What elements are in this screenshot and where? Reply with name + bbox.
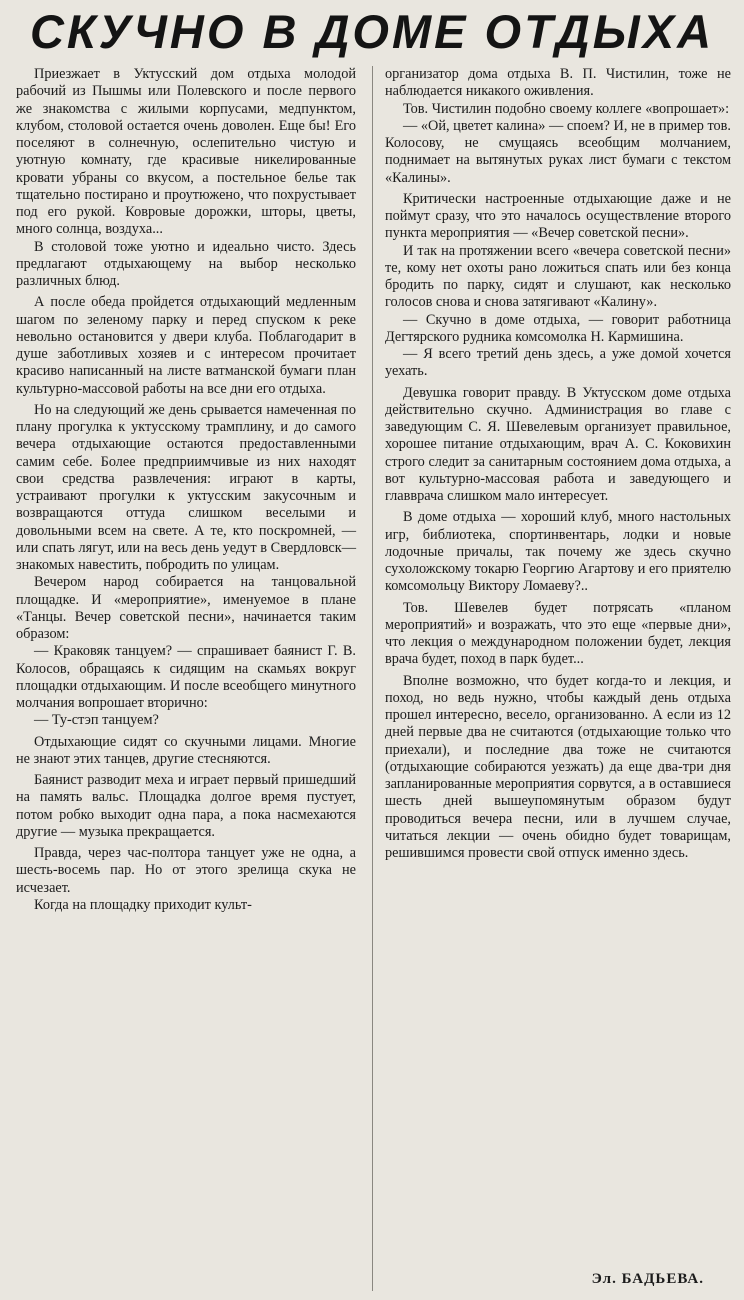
paragraph: Вечером народ собирается на танцовальной площадке. И «мероприятие», именуемое в плане «Танцы. Вечер советской песни», начинается таким образом: [16, 574, 356, 642]
paragraph: В доме отдыха — хороший клуб, много настольных игр, библиотека, спортинвентарь, лодки и новые лодочные причалы, так почему же здесь скучно сухоложскому токарю Георгию Агартову и его приятелю комсомольцу Виктору Ломаеву?.. [385, 509, 731, 595]
paragraph: В столовой тоже уютно и идеально чисто. Здесь предлагают отдыхающему на выбор несколько различных блюд. [16, 238, 356, 289]
paragraph: Правда, через час-полтора танцует уже не одна, а шесть-восемь пар. Но от этого зрелища скука не исчезает. [16, 845, 356, 896]
paragraph: Отдыхающие сидят со скучными лицами. Многие не знают этих танцев, другие стесняются. [16, 733, 356, 767]
paragraph: — Краковяк танцуем? — спрашивает баянист Г. В. Колосов, обращаясь к сидящим на скамьях вокруг площадки отдыхающим. И после всеобщего минутного молчания вопрошает вторично: [16, 643, 356, 711]
paragraph: Баянист разводит меха и играет первый пришедший на память вальс. Площадка долгое время пустует, потом робко выходит одна пара, а пока насмехаются другие — музыка прекращается. [16, 772, 356, 840]
paragraph: Но на следующий же день срывается намеченная по плану прогулка к уктусскому трамплину, и до самого вечера отдыхающие остаются предоставленными самим себе. Более предприимчивые из них находят свои средства развлечения: играют в карты, устраивают прогулки к уктусским закусочным и возвращаются оттуда слишком веселыми и довольными всем на свете. А те, кто поскромней, — или спать лягут, или на весь день уедут в Свердловск—знакомых навестить, побродить по улицам. [16, 401, 356, 573]
paragraph: Критически настроенные отдыхающие даже и не поймут сразу, что это началось осуществление второго пункта мероприятия — «Вечер советской песни». [385, 190, 731, 242]
paragraph: — Скучно в доме отдыха, — говорит работница Дегтярского рудника комсомолка Н. Кармишина. [385, 311, 731, 345]
paragraph: — Я всего третий день здесь, а уже домой хочется уехать. [385, 346, 731, 380]
right-column [385, 66, 731, 862]
paragraph: Тов. Чистилин подобно своему коллеге «вопрошает»: [403, 100, 730, 117]
paragraph: И так на протяжении всего «вечера советской песни» те, кому нет охоты рано ложиться спать или без конца бродить по парку, сидят и слушают, как несколько голосов снова и снова затягивают «Калину». [385, 242, 731, 311]
paragraph: организатор дома отдыха В. П. Чистилин, тоже не наблюдается никакого оживления. [385, 66, 731, 100]
paragraph: А после обеда пройдется отдыхающий медленным шагом по зеленому парку и перед спуском к реке невольно остановится у двери клуба. Поблагодарит в душе заботливых хозяев и с интересом прочитает красиво написанный на листе ватманской бумаги план культурно-массовой работы на все дни его отдыха. [16, 294, 356, 397]
paragraph: Приезжает в Уктусский дом отдыха молодой рабочий из Пышмы или Полевского и после первого же знакомства с жилыми корпусами, медпунктом, клубом, столовой остается очень доволен. Еще бы! Его поселяют в солнечную, ослепительно чистую и уютную комнату, где красивые никелированные кровати убраны со вкусом, а постельное белье так тщательно постирано и проутюжено, что похрустывает под его рукой. Ковровые дорожки, шторы, цветы, много солнца, воздуха... [16, 66, 356, 238]
paragraph: Когда на площадку приходит культ- [34, 896, 252, 913]
paragraph: Тов. Шевелев будет потрясать «планом мероприятий» и возражать, что это еще «первые дни», что лекция о международном положении будет, лекция врача будет, поход в парк будет... [385, 599, 731, 668]
paragraph: Девушка говорит правду. В Уктусском доме отдыха действительно скучно. Администрация во главе с заведующим С. Я. Шевелевым организует правильное, хорошее питание отдыхающим, врач А. С. Коковихин строго следит за санитарным состоянием дома отдыха, а вот культурно-массовая работа и заведующего и главврача слишком мало интересует. [385, 384, 731, 504]
headline: СКУЧНО В ДОМЕ ОТДЫХА [29, 5, 715, 58]
paragraph: — «Ой, цветет калина» — споем? И, не в пример тов. Колосову, не смущаясь всеобщим молчанием, поднимает на вытянутых руках лист бумаги с текстом «Калины». [385, 117, 731, 186]
paragraph: Вполне возможно, что будет когда-то и лекция, и поход, но ведь нужно, чтобы каждый день отдыха прошел интересно, весело, организованно. А если из 12 дней первые два не считаются (отдыхающие только что приехали), и последние два тоже не считаются (отдыхающие собираются уезжать) да еще два-три дня запланированные мероприятия сорвутся, а в оставшиеся шесть дней вышеупомянутым образом будут проводиться вечера песни, или в лучшем случае, читаться лекции — очень обидно будет товарищам, решившимся провести свой отпуск именно здесь. [385, 672, 731, 861]
column-divider [372, 66, 373, 1291]
author-signature: Эл. БАДЬЕВА. [591, 1271, 704, 1287]
left-column [16, 66, 356, 914]
paragraph: — Ту-стэп танцуем? [34, 712, 159, 729]
